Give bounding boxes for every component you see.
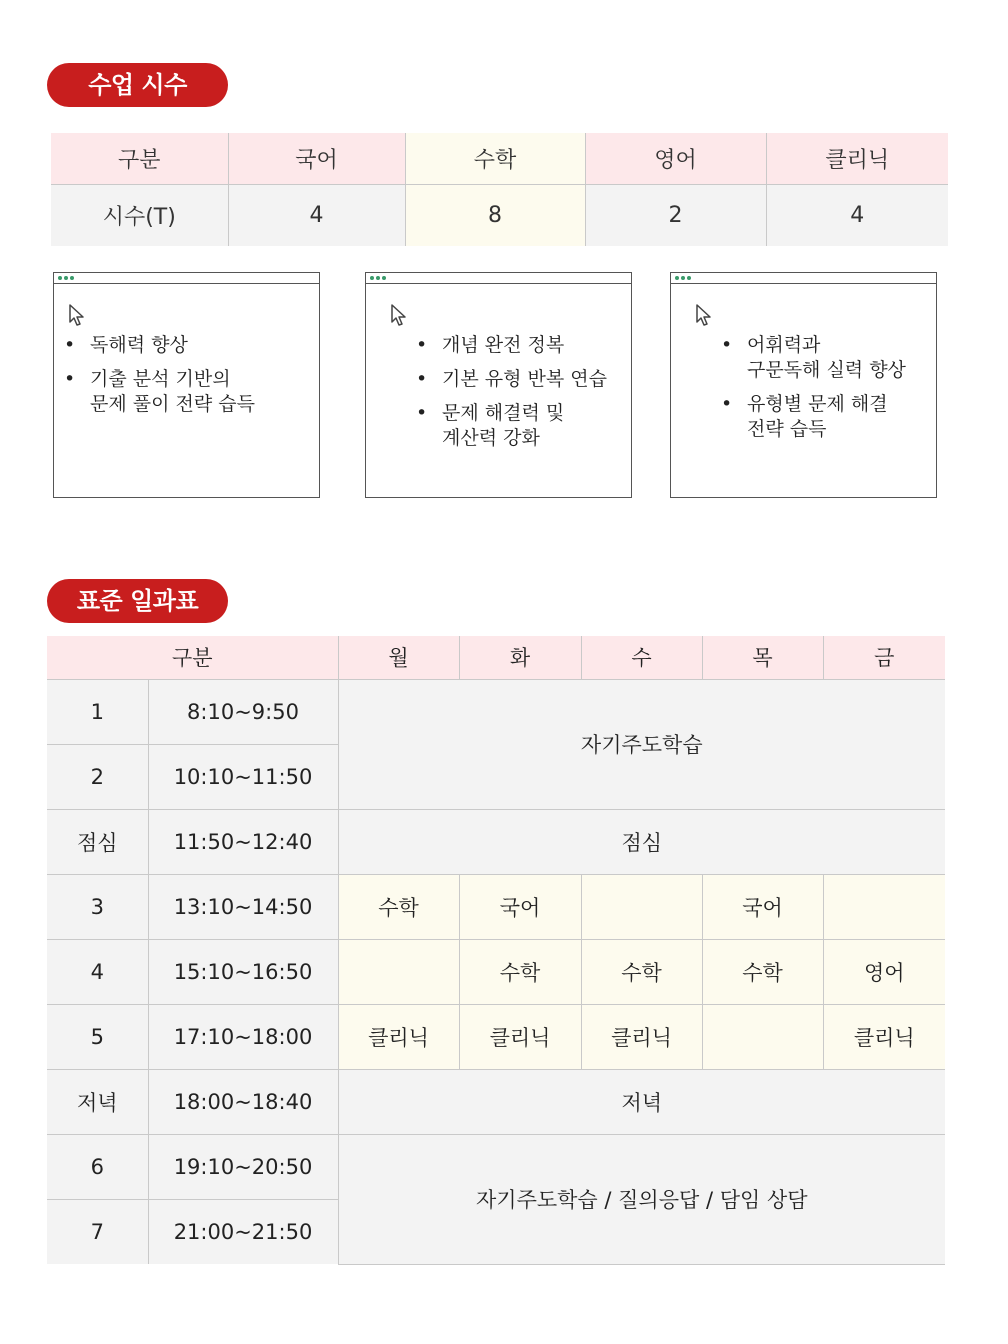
period-cell: 3 xyxy=(47,874,148,939)
goal-list xyxy=(64,333,255,426)
class-cell xyxy=(823,874,945,939)
schedule-row xyxy=(47,809,945,874)
time-cell: 10:10~11:50 xyxy=(148,744,338,809)
hours-table xyxy=(51,133,948,246)
window-bar xyxy=(54,273,319,284)
hours-value-cell: 4 xyxy=(766,184,948,246)
time-cell: 18:00~18:40 xyxy=(148,1069,338,1134)
period-cell: 2 xyxy=(47,744,148,809)
class-cell: 국어 xyxy=(459,874,581,939)
time-cell: 13:10~14:50 xyxy=(148,874,338,939)
window-bar xyxy=(671,273,936,284)
goal-item xyxy=(64,367,255,417)
schedule-header-cell: 수 xyxy=(581,636,702,679)
class-cell: 클리닉 xyxy=(581,1004,702,1069)
goal-text: 구문독해 실력 향상 xyxy=(747,359,906,381)
time-cell: 8:10~9:50 xyxy=(148,679,338,744)
hours-header-cell: 클리닉 xyxy=(766,133,948,184)
hours-header-cell: 수학 xyxy=(405,133,585,184)
goal-text: • 기출 분석 기반의 xyxy=(90,368,231,390)
goal-text: 계산력 강화 xyxy=(442,427,540,449)
schedule-row xyxy=(47,874,945,939)
goal-text: • 문제 해결력 및 xyxy=(442,402,565,424)
goal-box-english xyxy=(670,272,937,498)
goal-text: 독해력 향상 xyxy=(90,334,188,356)
goal-text: • 어휘력과 xyxy=(747,334,821,356)
goal-item xyxy=(416,333,607,358)
section-title-schedule: 표준 일과표 xyxy=(47,579,228,623)
schedule-table xyxy=(47,636,945,1265)
time-cell: 19:10~20:50 xyxy=(148,1134,338,1199)
hours-value-row xyxy=(51,184,948,246)
goal-text: 문제 풀이 전략 습득 xyxy=(90,393,255,415)
schedule-header-cell: 화 xyxy=(459,636,581,679)
class-cell: 수학 xyxy=(459,939,581,1004)
class-cell xyxy=(338,939,459,1004)
schedule-header-cell: 월 xyxy=(338,636,459,679)
class-cell: 수학 xyxy=(338,874,459,939)
goal-box-math xyxy=(365,272,632,498)
goal-text: 전략 습득 xyxy=(747,418,827,440)
hours-header-cell: 영어 xyxy=(585,133,766,184)
class-cell xyxy=(581,874,702,939)
merged-cell: 자기주도학습 xyxy=(338,679,945,809)
merged-cell: 저녁 xyxy=(338,1069,945,1134)
goal-list xyxy=(416,333,607,460)
class-cell: 수학 xyxy=(581,939,702,1004)
period-cell: 4 xyxy=(47,939,148,1004)
period-cell: 1 xyxy=(47,679,148,744)
hours-header-cell: 국어 xyxy=(228,133,405,184)
class-cell: 클리닉 xyxy=(823,1004,945,1069)
period-cell: 5 xyxy=(47,1004,148,1069)
class-cell: 영어 xyxy=(823,939,945,1004)
time-cell: 21:00~21:50 xyxy=(148,1199,338,1264)
period-cell: 저녁 xyxy=(47,1069,148,1134)
schedule-row xyxy=(47,1134,945,1199)
goal-item xyxy=(64,333,255,358)
schedule-header-cell: 목 xyxy=(702,636,823,679)
class-cell: 클리닉 xyxy=(338,1004,459,1069)
class-cell: 클리닉 xyxy=(459,1004,581,1069)
class-cell: 국어 xyxy=(702,874,823,939)
cursor-arrow-icon xyxy=(68,303,86,327)
hours-value-cell: 2 xyxy=(585,184,766,246)
goal-item xyxy=(416,367,607,392)
period-cell: 7 xyxy=(47,1199,148,1264)
hours-header-row xyxy=(51,133,948,184)
schedule-header-row xyxy=(47,636,945,679)
goal-text: 개념 완전 정복 xyxy=(442,334,565,356)
hours-header-cell: 구분 xyxy=(51,133,228,184)
class-cell: 수학 xyxy=(702,939,823,1004)
cursor-arrow-icon xyxy=(390,303,408,327)
window-bar xyxy=(366,273,631,284)
merged-cell: 점심 xyxy=(338,809,945,874)
time-cell: 11:50~12:40 xyxy=(148,809,338,874)
schedule-header-cell: 금 xyxy=(823,636,945,679)
goal-text: • 유형별 문제 해결 xyxy=(747,393,888,415)
class-cell xyxy=(702,1004,823,1069)
period-cell: 점심 xyxy=(47,809,148,874)
goal-item xyxy=(721,392,906,442)
goal-item xyxy=(416,401,607,451)
hours-value-cell: 시수(T) xyxy=(51,184,228,246)
time-cell: 17:10~18:00 xyxy=(148,1004,338,1069)
schedule-row xyxy=(47,1069,945,1134)
hours-value-cell: 4 xyxy=(228,184,405,246)
schedule-row xyxy=(47,1004,945,1069)
goal-list xyxy=(721,333,906,451)
goal-box-korean xyxy=(53,272,320,498)
goal-item xyxy=(721,333,906,383)
cursor-arrow-icon xyxy=(695,303,713,327)
hours-value-cell: 8 xyxy=(405,184,585,246)
schedule-row xyxy=(47,939,945,1004)
schedule-header-cell: 구분 xyxy=(47,636,338,679)
time-cell: 15:10~16:50 xyxy=(148,939,338,1004)
period-cell: 6 xyxy=(47,1134,148,1199)
goal-text: 기본 유형 반복 연습 xyxy=(442,368,607,390)
merged-cell: 자기주도학습 / 질의응답 / 담임 상담 xyxy=(338,1134,945,1264)
section-title-hours: 수업 시수 xyxy=(47,63,228,107)
schedule-row xyxy=(47,679,945,744)
